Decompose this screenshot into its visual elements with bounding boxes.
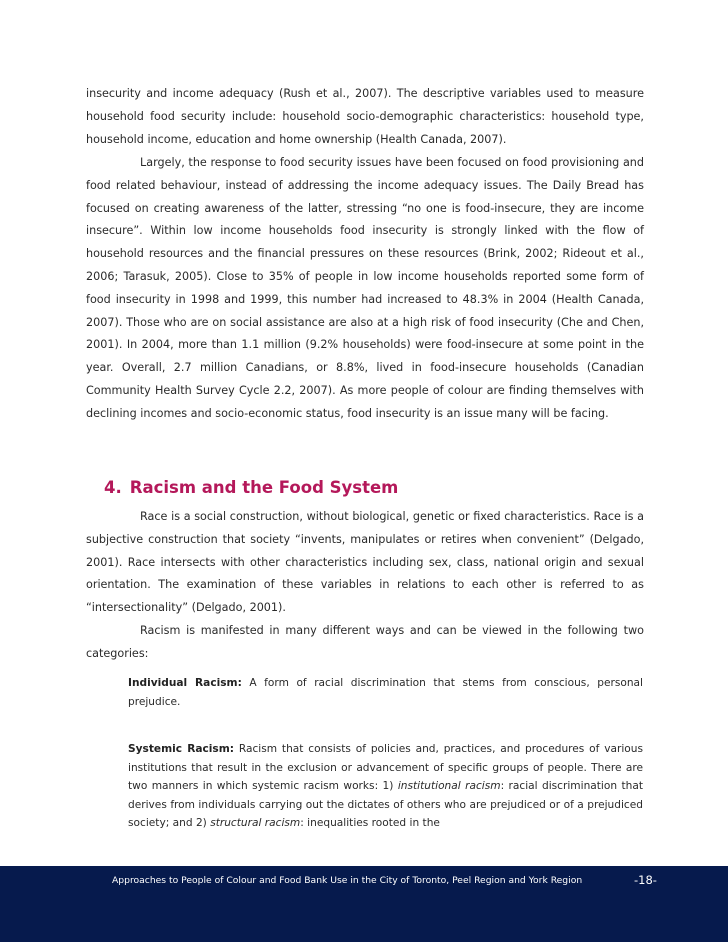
footer-title: Approaches to People of Colour and Food Bank Use in the City of Toronto, Peel Region and York Region bbox=[112, 875, 583, 886]
definition-term-systemic: Systemic Racism: bbox=[128, 743, 234, 755]
definition-text-systemic-2: : racial discrimination that derives from individuals carrying out the dictates of others who are prejudiced or of a prejudiced society; and 2) bbox=[128, 780, 643, 830]
definition-individual-racism bbox=[128, 674, 643, 711]
paragraph-racism-categories: Racism is manifested in many different ways and can be viewed in the following two categories: bbox=[86, 624, 644, 660]
definition-text-systemic-3: : inequalities rooted in the bbox=[300, 817, 440, 830]
definition-italic-institutional: institutional racism bbox=[397, 780, 501, 793]
paragraph-food-insecurity-response: Largely, the response to food security issues have been focused on food provisioning and food related behaviour, instead of addressing the income adequacy issues. The Daily Bread has focused on creating awareness of the latter, stressing “no one is food-insecure, they are income insecure”. Within low income households food insecurity is strongly linked with the flow of household resources and the financial pressures on these resources (Brink, 2002; Rideout et al., 2006; Tarasuk, 2005). Close to 35% of people in low income households reported some form of food insecurity in 1998 and 1999, this number had increased to 48.3% in 2004 (Health Canada, 2007). Those who are on social assistance are also at a high risk of food insecurity (Che and Chen, 2001). In 2004, more than 1.1 million (9.2% households) were food-insecure at some point in the year. Overall, 2.7 million Canadians, or 8.8%, lived in food-insecure households (Canadian Community Health Survey Cycle 2.2, 2007). As more people of colour are finding themselves with declining incomes and socio-economic status, food insecurity is an issue many will be facing. bbox=[86, 156, 644, 420]
paragraph-food-security-variables: insecurity and income adequacy (Rush et al., 2007). The descriptive variables used to measure household food security include: household socio-demographic characteristics: household type, household income, education and home ownership (Health Canada, 2007). bbox=[86, 87, 644, 146]
section-heading bbox=[104, 476, 398, 500]
paragraph-race-construction: Race is a social construction, without biological, genetic or fixed characteristics. Race is a subjective construction that society “invents, manipulates or retires when convenient” (Delgado, 2001). Race intersects with other characteristics including sex, class, national origin and sexual orientation. The examination of these variables in relations to each other is referred to as “intersectionality” (Delgado, 2001). bbox=[86, 510, 644, 615]
page-number: -18- bbox=[634, 873, 657, 887]
section-title: Racism and the Food System bbox=[129, 478, 399, 497]
section-number: 4. bbox=[104, 478, 122, 497]
definition-italic-structural: structural racism bbox=[210, 817, 301, 830]
definition-text-individual: A form of racial discrimination that stems from conscious, personal prejudice. bbox=[128, 677, 643, 708]
page-footer bbox=[0, 866, 728, 942]
definition-systemic-racism bbox=[128, 740, 643, 833]
definition-term-individual: Individual Racism: bbox=[128, 677, 242, 689]
definition-text-systemic-1: Racism that consists of policies and, practices, and procedures of various institutions that result in the exclusion or advancement of specific groups of people. There are two manners in which systemic racism works: 1) bbox=[128, 743, 643, 793]
